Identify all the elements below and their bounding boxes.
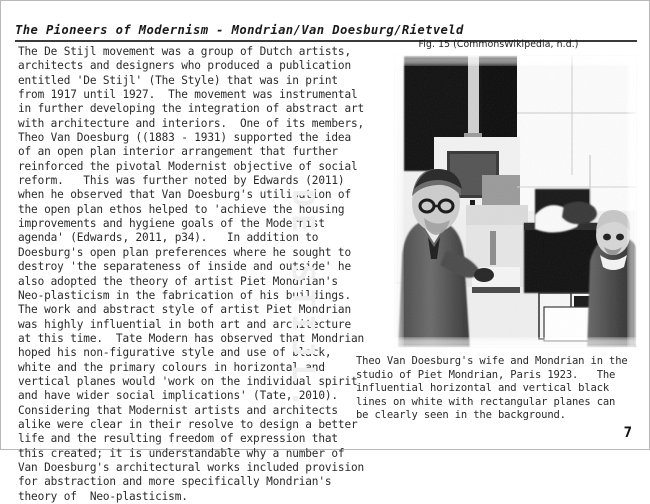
body-text-line: Van Doesburg's architectural works included provision bbox=[18, 460, 365, 474]
figure-caption-line: influential horizontal and vertical black bbox=[356, 382, 610, 395]
de-stijl-watermark: DE STIJL. bbox=[285, 189, 320, 415]
body-text-line: The work and abstract style of artist Piet Mondrian bbox=[18, 303, 351, 317]
figure-caption-line: lines on white with rectangular planes can bbox=[356, 395, 616, 408]
body-text-line: architects and designers who produced a publication bbox=[18, 59, 351, 73]
figure-label: Fig. 15 (CommonsWikipedia, n.d.) bbox=[418, 39, 579, 50]
page-number: 7 bbox=[623, 425, 632, 441]
body-text-line: this created; it is understandable why a number of bbox=[18, 446, 345, 460]
body-text-line: destroy 'the separateness of inside and outside' he bbox=[18, 260, 351, 274]
body-text-line: the open plan ethos helped to 'achieve the housing bbox=[18, 202, 345, 216]
body-text-line: from 1917 until 1927. The movement was instrumental bbox=[18, 88, 358, 102]
body-text-line: hoped his non-figurative style and use of black, bbox=[18, 346, 332, 360]
body-text-line: theory of Neo-plasticism. bbox=[18, 489, 188, 503]
body-text-line: Doesburg's open plan preferences where he sought to bbox=[18, 245, 351, 259]
body-text-line: when he observed that Van Doesburg's utilisation of bbox=[18, 188, 351, 202]
body-text-line: of an open plan interior arrangement that further bbox=[18, 145, 338, 159]
figure-caption bbox=[356, 355, 641, 423]
body-text-line: in further developing the integration of abstract art bbox=[18, 102, 365, 116]
figure-caption-line: Theo Van Doesburg's wife and Mondrian in the bbox=[356, 355, 628, 367]
figure-caption-line: be clearly seen in the background. bbox=[356, 409, 566, 422]
page-title: The Pioneers of Modernism - Mondrian/Van Doesburg/Rietveld bbox=[15, 23, 464, 37]
body-text-line: and have wider social implications' (Tate, 2010). bbox=[18, 389, 338, 403]
body-text-line: was highly influential in both art and architecture bbox=[18, 317, 351, 331]
body-text-line: at this time. Tate Modern has observed that Mondrian bbox=[18, 331, 365, 345]
body-text-line: agenda' (Edwards, 2011, p34). In addition to bbox=[18, 231, 319, 245]
body-text-line: life and the resulting freedom of expression that bbox=[18, 432, 338, 446]
body-text-line: for abstraction and more specifically Mondrian's bbox=[18, 475, 332, 489]
body-text-line: white and the primary colours in horizontal and bbox=[18, 360, 325, 374]
body-text-line: The De Stijl movement was a group of Dutch artists, bbox=[18, 45, 351, 58]
body-text-line: entitled 'De Stijl' (The Style) that was in print bbox=[18, 73, 338, 87]
body-text-line: vertical planes would 'work on the individual spirit bbox=[18, 374, 358, 388]
body-text-line: reinforced the pivotal Modernist objective of social bbox=[18, 159, 358, 173]
figure-caption-line: studio of Piet Mondrian, Paris 1923. The bbox=[356, 368, 616, 381]
body-text-line: improvements and hygiene goals of the Modernist bbox=[18, 217, 325, 231]
figure-photograph bbox=[394, 55, 637, 348]
body-text-line: Theo Van Doesburg ((1883 - 1931) supported the idea bbox=[18, 131, 351, 145]
figure-block bbox=[285, 39, 641, 422]
body-text-line: also adopted the theory of artist Piet Mondrian's bbox=[18, 274, 338, 288]
body-text-line: reform. This was further noted by Edwards (2011) bbox=[18, 174, 345, 188]
body-text-line: Considering that Modernist artists and architects bbox=[18, 403, 338, 417]
body-text-line: with architecture and interiors. One of its members, bbox=[18, 116, 365, 130]
body-text-line: alike were clear in their resolve to design a better bbox=[18, 417, 358, 431]
body-text-line: Neo-plasticism in the fabrication of his buildings. bbox=[18, 288, 351, 302]
